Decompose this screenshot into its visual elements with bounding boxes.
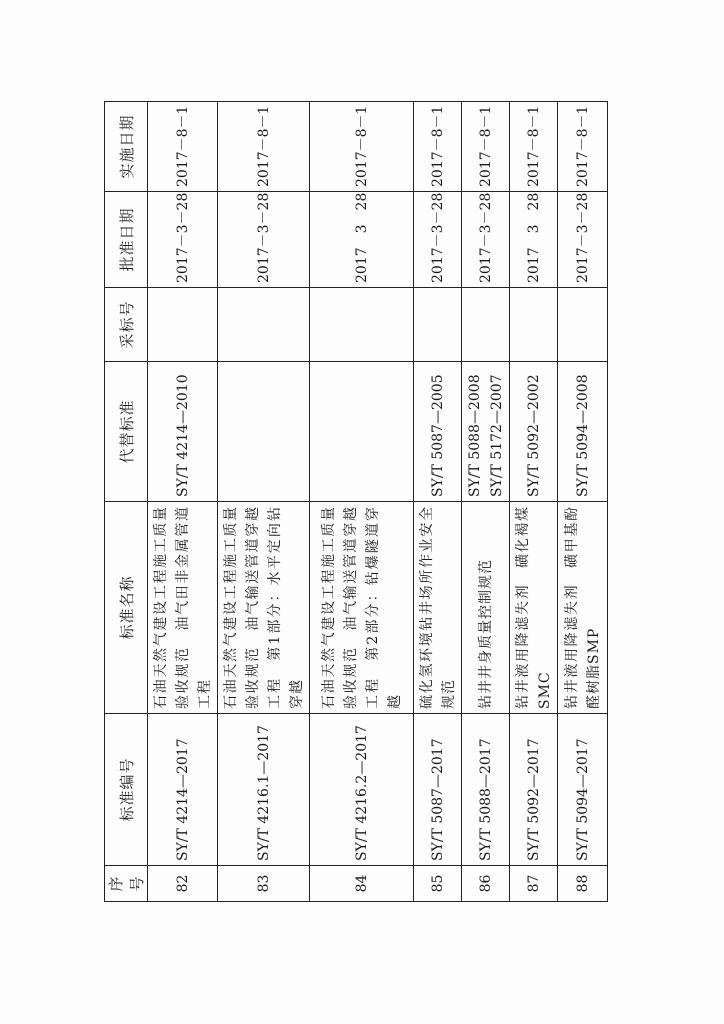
replaces-line: SY/T 5088—2008 <box>466 374 483 497</box>
cell-approved: 2017 3 28 <box>510 192 558 288</box>
header-name: 标准名称 <box>105 502 148 714</box>
cell-replaces <box>310 362 414 502</box>
cell-replaces <box>218 362 310 502</box>
cell-approved: 2017－3－28 <box>558 192 608 288</box>
cell-approved: 2017－3－28 <box>218 192 310 288</box>
table-row <box>218 102 310 902</box>
table-row <box>462 102 510 902</box>
table-row <box>414 102 462 902</box>
cell-no: 88 <box>558 866 608 902</box>
header-code: 标准编号 <box>105 714 148 866</box>
cell-code: SY/T 4214—2017 <box>148 714 218 866</box>
cell-replaces <box>462 362 510 502</box>
cell-adopted <box>558 288 608 362</box>
cell-adopted <box>218 288 310 362</box>
replaces-line: SY/T 5092—2002 <box>525 374 542 497</box>
cell-replaces <box>510 362 558 502</box>
cell-code: SY/T 4216.2—2017 <box>310 714 414 866</box>
table-row <box>310 102 414 902</box>
cell-replaces <box>148 362 218 502</box>
cell-replaces <box>558 362 608 502</box>
replaces-line: SY/T 5172—2007 <box>488 374 505 497</box>
replaces-line: SY/T 5087—2005 <box>429 374 446 497</box>
cell-effective: 2017－8－1 <box>558 102 608 192</box>
cell-effective: 2017－8－1 <box>414 102 462 192</box>
cell-name: 石油天然气建设工程施工质量验收规范 油气田非金属管道工程 <box>148 502 218 714</box>
header-replaces: 代替标准 <box>105 362 148 502</box>
cell-no: 84 <box>310 866 414 902</box>
table-row <box>148 102 218 902</box>
header-effective: 实施日期 <box>105 102 148 192</box>
cell-adopted <box>510 288 558 362</box>
header-no: 序号 <box>105 866 148 902</box>
standards-table <box>104 101 608 902</box>
replaces-line: SY/T 4214—2010 <box>174 374 191 497</box>
cell-name: 硫化氢环境钻井场所作业安全规范 <box>414 502 462 714</box>
cell-effective: 2017－8－1 <box>310 102 414 192</box>
cell-code: SY/T 5094—2017 <box>558 714 608 866</box>
cell-approved: 2017 3 28 <box>310 192 414 288</box>
table-row <box>510 102 558 902</box>
cell-adopted <box>148 288 218 362</box>
cell-no: 82 <box>148 866 218 902</box>
table-row <box>558 102 608 902</box>
cell-adopted <box>414 288 462 362</box>
replaces-line: SY/T 5094—2008 <box>574 374 591 497</box>
cell-name: 钻井液用降滤失剂 磺化褐煤SMC <box>510 502 558 714</box>
cell-approved: 2017－3－28 <box>148 192 218 288</box>
header-approved: 批准日期 <box>105 192 148 288</box>
cell-effective: 2017－8－1 <box>148 102 218 192</box>
cell-name: 钻井井身质量控制规范 <box>462 502 510 714</box>
cell-code: SY/T 5087—2017 <box>414 714 462 866</box>
cell-approved: 2017－3－28 <box>414 192 462 288</box>
cell-effective: 2017－8－1 <box>462 102 510 192</box>
cell-code: SY/T 5088—2017 <box>462 714 510 866</box>
cell-no: 86 <box>462 866 510 902</box>
cell-effective: 2017－8－1 <box>218 102 310 192</box>
cell-adopted <box>310 288 414 362</box>
cell-no: 83 <box>218 866 310 902</box>
cell-no: 87 <box>510 866 558 902</box>
cell-adopted <box>462 288 510 362</box>
header-row <box>105 102 148 902</box>
cell-name: 石油天然气建设工程施工质量验收规范 油气输送管道穿越工程 第1部分：水平定向钻穿越 <box>218 502 310 714</box>
cell-code: SY/T 4216.1—2017 <box>218 714 310 866</box>
cell-effective: 2017－8－1 <box>510 102 558 192</box>
cell-name: 钻井液用降滤失剂 磺甲基酚醛树脂SMP <box>558 502 608 714</box>
cell-name: 石油天然气建设工程施工质量验收规范 油气输送管道穿越工程 第2部分：钻爆隧道穿越 <box>310 502 414 714</box>
cell-code: SY/T 5092—2017 <box>510 714 558 866</box>
header-adopted: 采标号 <box>105 288 148 362</box>
cell-replaces <box>414 362 462 502</box>
rotated-table-wrapper <box>104 102 604 902</box>
cell-approved: 2017－3－28 <box>462 192 510 288</box>
cell-no: 85 <box>414 866 462 902</box>
